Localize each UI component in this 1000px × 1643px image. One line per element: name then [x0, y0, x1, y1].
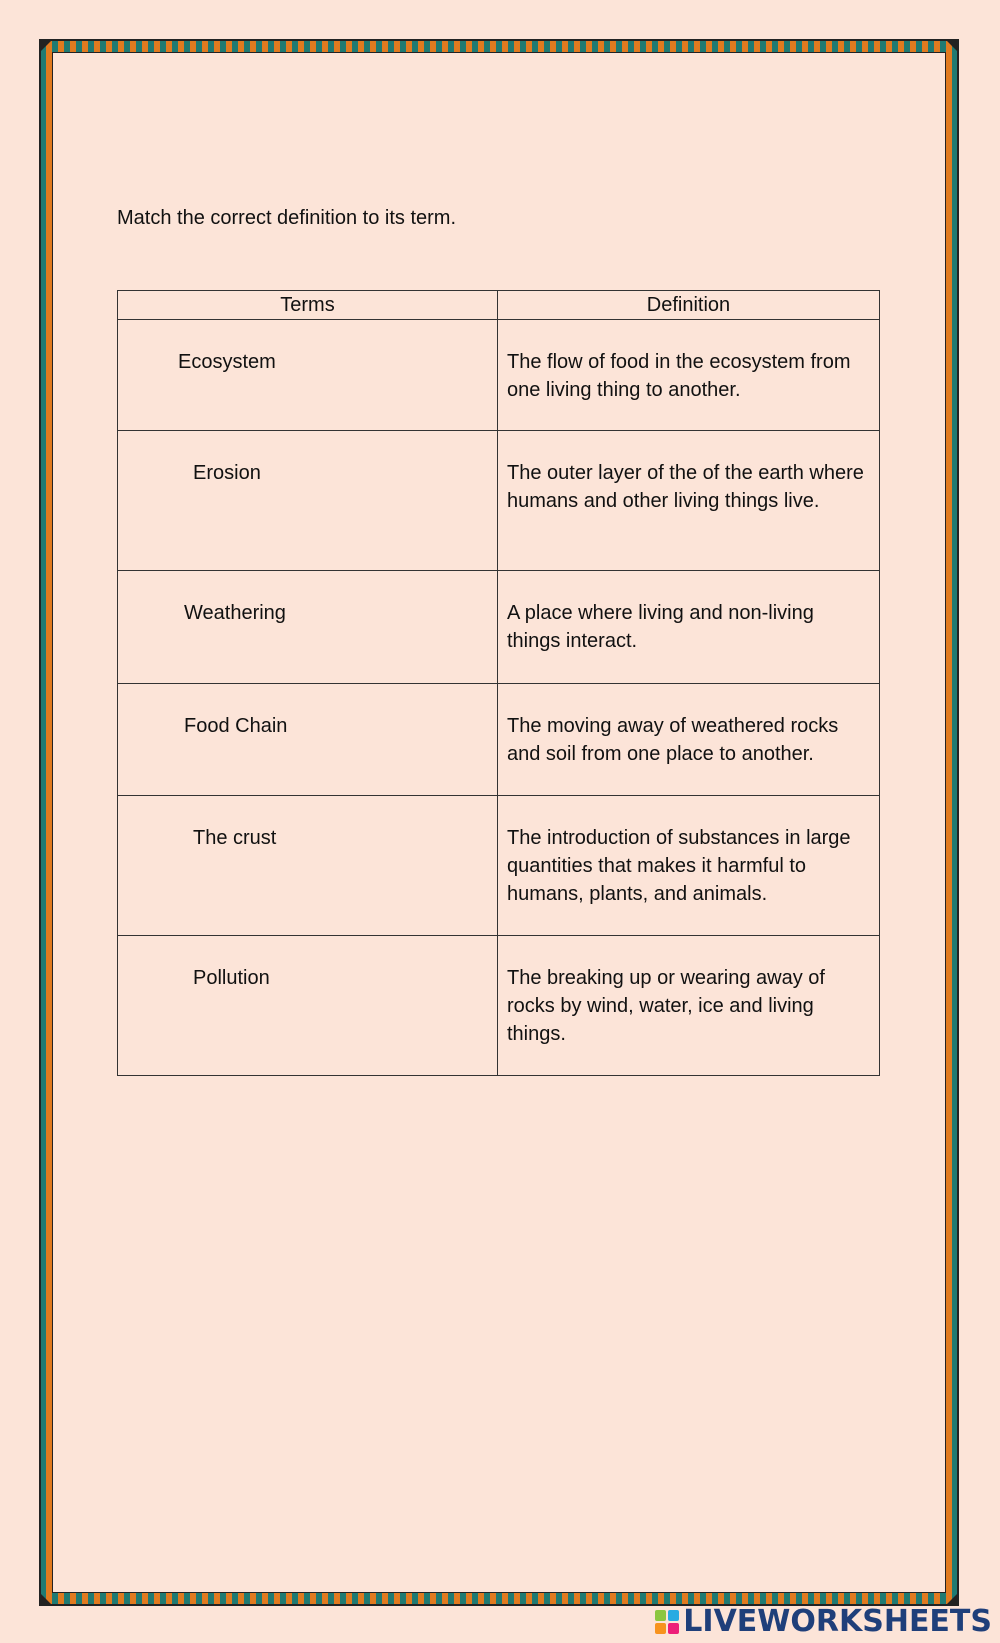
liveworksheets-watermark [655, 1604, 992, 1639]
border-corner-top-left [40, 40, 52, 52]
table-row [118, 431, 880, 571]
instruction-text: Match the correct definition to its term. [117, 207, 457, 229]
term-cell: Pollution [118, 936, 498, 1076]
liveworksheets-logo-icon [655, 1610, 679, 1634]
border-corner-top-right [946, 40, 958, 52]
table-header-row [118, 291, 880, 320]
watermark-text: LIVEWORKSHEETS [683, 1604, 992, 1639]
table-row [118, 320, 880, 431]
definition-cell: The outer layer of the of the earth where humans and other living things live. [498, 431, 880, 571]
definition-cell: The flow of food in the ecosystem from one living thing to another. [498, 320, 880, 431]
definition-cell: The breaking up or wearing away of rocks by wind, water, ice and living things. [498, 936, 880, 1076]
table-row [118, 936, 880, 1076]
term-cell: Erosion [118, 431, 498, 571]
definition-header: Definition [498, 291, 880, 320]
border-corner-bottom-left [40, 1593, 52, 1605]
table-row [118, 684, 880, 796]
terms-header: Terms [118, 291, 498, 320]
term-cell: Food Chain [118, 684, 498, 796]
definition-cell: The moving away of weathered rocks and soil from one place to another. [498, 684, 880, 796]
table-row [118, 796, 880, 936]
definition-cell: A place where living and non-living things interact. [498, 571, 880, 684]
term-cell: The crust [118, 796, 498, 936]
matching-table [117, 290, 880, 1076]
table-row [118, 571, 880, 684]
definition-cell: The introduction of substances in large quantities that makes it harmful to humans, plants, and animals. [498, 796, 880, 936]
term-cell: Ecosystem [118, 320, 498, 431]
term-cell: Weathering [118, 571, 498, 684]
